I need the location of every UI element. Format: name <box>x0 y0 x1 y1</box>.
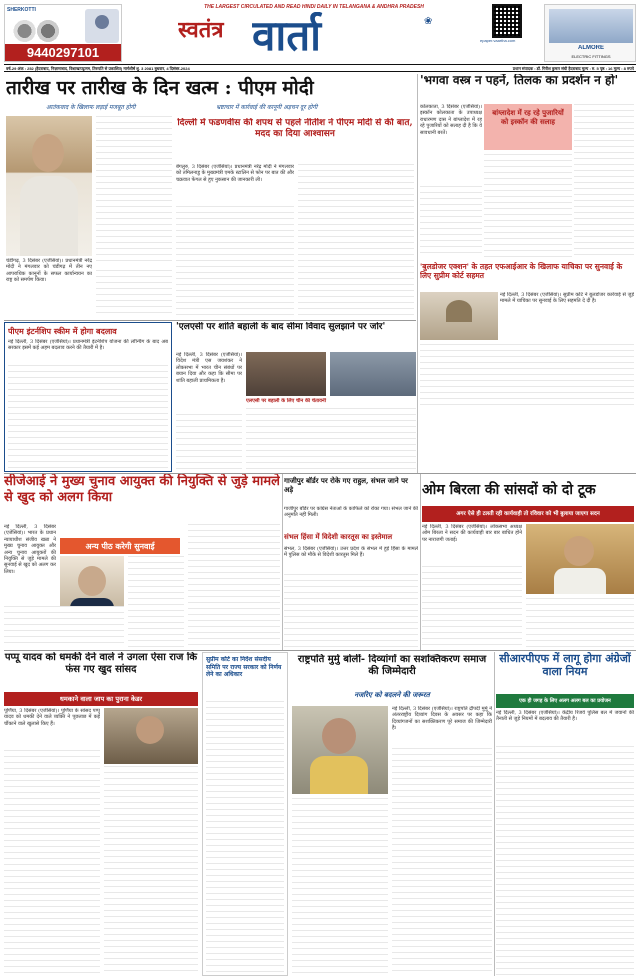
pm-scheme-col <box>8 365 168 469</box>
lead-subhead-b: भ्रष्टाचार में कार्रवाई की कानूनी अड़चन दूर होगी <box>216 104 318 111</box>
pappu-headline: पप्पू यादव को धमकी देने वाले ने उगला ऐसा राज कि फंस गए खुद सांसद <box>4 652 198 675</box>
supreme-court-col <box>420 344 634 406</box>
mid-story-col <box>176 206 294 316</box>
pappu-col2 <box>104 766 198 976</box>
mid-story-body: बेंगलुरु, 3 दिसंबर (एजेंसियां)। प्रधानमंत्री नरेंद्र मोदी ने मंगलवार को तमिलनाडु के मुख्यमंत्री एमके स्टालिन से फोन पर बात की और चक्रवात फेंगल से हुए नुकसान की जानकारी ली। <box>176 164 294 183</box>
right-story-headline: 'भगवा वस्त्र न पहनें, तिलक का प्रदर्शन न हो' <box>420 74 619 87</box>
murmu-photo <box>292 706 388 794</box>
pappu-banner: धमकाने वाला जाप का पुराना केडर <box>4 692 198 706</box>
left-ad[interactable] <box>4 4 122 62</box>
paper-title-b: वार्ता <box>252 12 322 60</box>
cji-banner: अन्य पीठ करेगी सुनवाई <box>60 538 180 554</box>
ad-side-image <box>85 9 119 43</box>
rule-om <box>420 474 421 650</box>
right-ad-brand: ALMORE <box>578 45 604 51</box>
qr-code[interactable] <box>492 4 522 38</box>
om-birla-body: नई दिल्ली, 3 दिसंबर (एजेंसियां)। लोकसभा अध्यक्ष ओम बिरला ने सदन की कार्यवाही बार बार बाधित होने पर नाराजगी जताई। <box>422 524 522 543</box>
cji-col <box>128 556 184 648</box>
rule-right-col <box>417 74 418 473</box>
lead-subhead <box>6 103 414 113</box>
crpf-body: नई दिल्ली, 3 दिसंबर (एजेंसियां)। केंद्रीय रिजर्व पुलिस बल में जवानों की तैनाती से जुड़े नियमों में बदलाव की तैयारी है। <box>496 710 634 723</box>
murmu-body: नई दिल्ली, 3 दिसंबर (एजेंसियां)। राष्ट्रपति द्रौपदी मुर्मु ने अंतरराष्ट्रीय दिव्यांग दिवस के अवसर पर कहा कि दिव्यांगजनों का सशक्तिकरण पूरे समाज की जिम्मेदारी है। <box>392 706 492 732</box>
lead-caption: चंडीगढ़, 3 दिसंबर (एजेंसियां)। प्रधानमंत्री नरेंद्र मोदी ने मंगलवार को चंडीगढ़ में तीन नए आपराधिक कानूनों के सफल कार्यान्वयन का राष्ट्र को समर्पण किया। <box>6 258 92 284</box>
om-birla-col2 <box>526 598 634 648</box>
crpf-col <box>496 746 634 976</box>
right-story-col2 <box>574 104 634 258</box>
edition-info: वर्ष-29 अंक : 252 (हैदराबाद, निज़ामाबाद, विशाखापट्टणम, तिरुपति से प्रकाशित) मार्गशीर्ष शु. 3 2081 बुधवार, 4 दिसंबर-2024 <box>6 66 190 71</box>
border-story-col <box>176 414 242 472</box>
ad-phone[interactable]: 9440297101 <box>5 44 121 62</box>
sambhal-sub-body: संभल, 3 दिसंबर (एजेंसियां)। उत्तर प्रदेश के संभल में हुई हिंसा के मामले में पुलिस को मौके से विदेशी कारतूस मिले हैं। <box>284 546 418 559</box>
border-story-headline: 'एलएसी पर शांति बहाली के बाद सीमा विवाद सुलझाने पर जोर' <box>176 322 386 332</box>
cji-col3 <box>4 606 124 648</box>
murmu-sub: नजरिए को बदलने की जरूरत <box>354 690 430 699</box>
crpf-headline: सीआरपीएफ में लागू होगा अंग्रेजों वाला नियम <box>499 652 631 678</box>
right-ad-image <box>549 9 633 43</box>
lead-subhead-a: आतंकवाद के खिलाफ लड़ाई मजबूत होगी <box>46 104 136 111</box>
right-ad-sub: ELECTRIC FITTINGS <box>571 54 611 59</box>
court-small-box <box>202 652 288 976</box>
supreme-court-body: नई दिल्ली, 3 दिसंबर (एजेंसियां)। सुप्रीम कोर्ट ने बुलडोजर कार्रवाई से जुड़े मामले में याचिका पर सुनवाई के लिए सहमति दे दी है। <box>500 292 634 305</box>
pm-scheme-box <box>4 322 172 472</box>
border-story-body: नई दिल्ली, 3 दिसंबर (एजेंसियां)। विदेश मंत्री एस जयशंकर ने लोकसभा में भारत चीन संबंधों पर बयान दिया और कहा कि सीमा पर शांति बहाली प्राथमिकता है। <box>176 352 242 384</box>
tagline: THE LARGEST CIRCULATED AND READ HINDI DAILY IN TELANGANA & ANDHRA PRADESH <box>204 4 424 10</box>
supreme-court-headline: 'बुलडोजर एक्शन' के तहत एफआईआर के खिलाफ याचिका पर सुनवाई के लिए सुप्रीम कोर्ट सहमत <box>420 262 623 280</box>
sambhal-sub: संभल हिंसा में विदेशी कारतूस का इस्तेमाल <box>284 532 393 541</box>
rule-cji <box>282 474 283 650</box>
lead-body-col1 <box>96 116 172 266</box>
birds-icon: ❀ <box>424 16 433 27</box>
court-small-col <box>206 701 284 973</box>
rule-lead-bottom <box>4 320 416 321</box>
pappu-body: पूर्णिया, 3 दिसंबर (एजेंसियां)। पूर्णिया के सांसद पप्पू यादव को धमकी देने वाले व्यक्ति ने पूछताछ में कई चौंकाने वाले खुलासे किए हैं। <box>4 708 100 727</box>
sambhal-col <box>284 574 418 648</box>
edition-bar <box>4 64 636 72</box>
border-story-photo <box>246 352 326 396</box>
lead-body-col2 <box>96 270 172 316</box>
om-birla-banner: अगर ऐसे ही टलती रही कार्यवाही तो रविवार को भी बुलाया जाएगा सदन <box>422 506 634 522</box>
sambhal-body: गाजीपुर बॉर्डर पर कांग्रेस नेताओं के काफिले को रोका गया। संभल जाने की अनुमति नहीं मिली। <box>284 506 418 519</box>
pm-scheme-headline: पीएम इंटर्नशिप स्कीम में होगा बदलाव <box>8 326 117 336</box>
right-story-callout: बांग्लादेश में रह रहे पुजारियों को इस्कॉन की सलाह <box>484 104 572 150</box>
mid-story-col2 <box>298 164 414 316</box>
om-birla-photo <box>526 524 634 594</box>
pappu-photo <box>104 708 198 764</box>
cji-col2 <box>188 524 280 648</box>
murmu-col <box>392 748 492 976</box>
murmu-col2 <box>292 798 388 976</box>
website[interactable]: epaper.vaartha.com <box>480 38 516 43</box>
pappu-col <box>4 750 100 976</box>
right-ad[interactable] <box>544 4 636 62</box>
paper-title-a: स्वतंत्र <box>178 17 224 40</box>
cji-body: नई दिल्ली, 3 दिसंबर (एजेंसियां)। भारत के प्रधान न्यायाधीश संजीव खन्ना ने मुख्य चुनाव आयुक्त और अन्य चुनाव आयुक्तों की नियुक्ति से जुड़े मामले की सुनवाई से खुद को अलग कर लिया। <box>4 524 56 575</box>
editor-info: प्रधान संपादक : डॉ. गिरीश कुमार संघी हैदराबाद मूल्य : रु. 5 पृष्ठ : 16 मूल्य : 8 रुपये <box>512 66 634 71</box>
pm-scheme-body: नई दिल्ली, 3 दिसंबर (एजेंसियां)। प्रधानमंत्री इंटर्नशिप योजना की लॉन्चिंग के बाद अब सरकार इसमें कई अहम बदलाव करने की तैयारी में है। <box>8 339 168 352</box>
ad-brand: SHERKOTTI <box>7 7 36 13</box>
right-story-body: कोलकाता, 3 दिसंबर (एजेंसियां)। इस्कॉन कोलकाता के उपाध्यक्ष राधारमण दास ने बांग्लादेश में रह रहे पुजारियों को सलाह दी है कि वे सावधानी बरतें। <box>420 104 482 136</box>
rule-mid <box>4 473 636 474</box>
right-story-col3 <box>484 154 572 258</box>
rule-bottom <box>4 650 636 651</box>
rule-murmu <box>494 652 495 976</box>
om-birla-col <box>422 566 522 648</box>
lead-headline: तारीख पर तारीख के दिन खत्म : पीएम मोदी <box>6 77 314 99</box>
paper-title <box>172 12 472 60</box>
mid-story-headline: दिल्ली में फडणवीस की शपथ से पहले नीतीश ने पीएम मोदी से की बात, मदद का दिया आश्वासन <box>177 118 413 139</box>
court-small-headline: सुप्रीम कोर्ट का निर्देश संसदीय समिति पर राज्य सरकार को निर्णय लेने का अधिकार <box>206 656 282 678</box>
right-story-col <box>420 186 482 258</box>
masthead <box>4 4 636 64</box>
om-birla-headline: ओम बिरला की सांसदों को दो टूक <box>422 482 596 498</box>
cji-headline: सीजेआई ने मुख्य चुनाव आयुक्त की नियुक्ति से जुड़े मामले से खुद को अलग किया <box>4 474 280 505</box>
crpf-banner: एक ही जगह के लिए अलग अलग बल का प्रयोजन <box>496 694 634 708</box>
lead-photo <box>6 116 92 256</box>
sambhal-headline: गाजीपुर बॉर्डर पर रोके गए राहुल, संभल जाने पर अड़े <box>284 476 408 494</box>
border-story-photo2 <box>330 352 416 396</box>
supreme-court-photo <box>420 292 498 340</box>
murmu-headline: राष्ट्रपति मुर्मु बोलीं- दिव्यांगों का सशक्तिकरण समाज की जिम्मेदारी <box>297 654 487 677</box>
border-story-col2 <box>246 408 416 472</box>
ad-product-image <box>9 18 61 44</box>
border-story-caption: एलएसी पर बहाली के लिए चीन की चेतावनी <box>246 398 326 404</box>
